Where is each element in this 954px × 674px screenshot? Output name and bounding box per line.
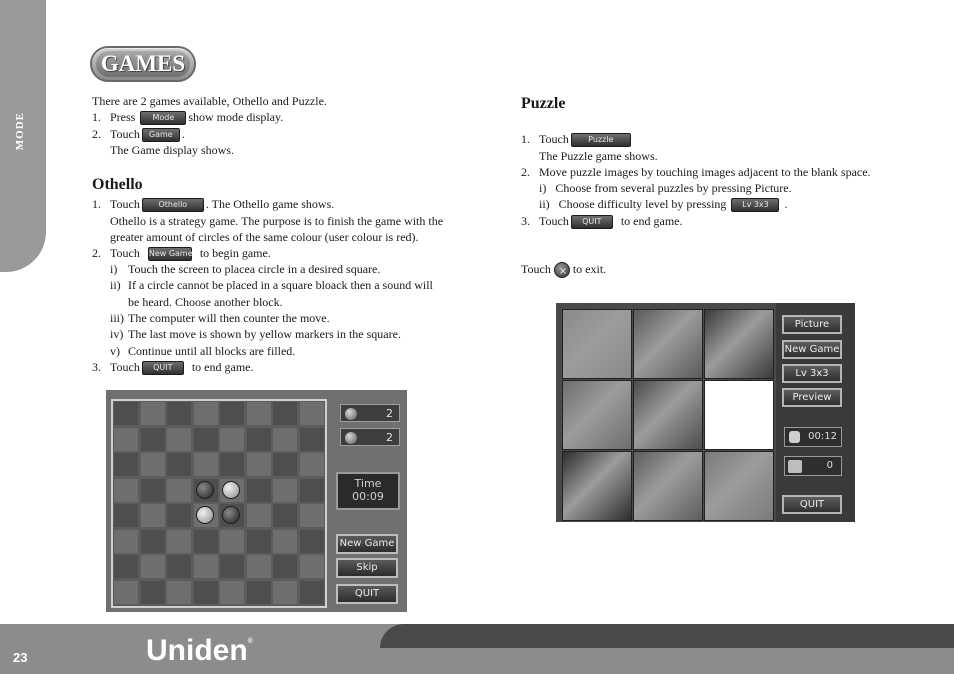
board-square[interactable] xyxy=(114,581,138,604)
level-key-icon: Lv 3x3 xyxy=(731,198,779,212)
side-tab xyxy=(0,0,46,272)
othello-side-panel xyxy=(332,390,407,612)
board-square[interactable] xyxy=(220,453,244,476)
player-score: 2 xyxy=(340,404,400,422)
board-square[interactable] xyxy=(194,402,218,425)
board-square[interactable] xyxy=(167,479,191,502)
board-square[interactable] xyxy=(114,402,138,425)
othello-list-item: iii) The computer will then counter the move. xyxy=(110,311,330,325)
board-square[interactable] xyxy=(141,402,165,425)
board-square[interactable] xyxy=(300,453,324,476)
board-square[interactable] xyxy=(194,453,218,476)
board-square[interactable] xyxy=(114,428,138,451)
board-square[interactable] xyxy=(273,581,297,604)
intro-text: There are 2 games available, Othello and Puzzle. xyxy=(92,94,327,108)
page-number: 23 xyxy=(13,650,28,665)
board-square[interactable] xyxy=(167,555,191,578)
preview-button[interactable]: Preview xyxy=(782,388,842,407)
puzzle-tile[interactable] xyxy=(633,451,703,521)
new-game-button[interactable]: New Game xyxy=(336,534,398,554)
board-square[interactable] xyxy=(141,581,165,604)
computer-score: 2 xyxy=(340,428,400,446)
puzzle-heading: Puzzle xyxy=(521,95,566,112)
board-square[interactable] xyxy=(247,555,271,578)
step-2: 2. Touch Game . xyxy=(92,127,185,141)
board-square[interactable] xyxy=(194,581,218,604)
new-game-key-icon: New Game xyxy=(148,247,192,261)
puzzle-tile[interactable] xyxy=(704,451,774,521)
puzzle-side-panel xyxy=(776,303,855,522)
board-square[interactable] xyxy=(141,504,165,527)
board-square[interactable] xyxy=(141,453,165,476)
board-square[interactable] xyxy=(114,453,138,476)
board-square[interactable] xyxy=(247,581,271,604)
exit-icon: × xyxy=(554,262,570,278)
board-square[interactable] xyxy=(114,479,138,502)
picture-button[interactable]: Picture xyxy=(782,315,842,334)
exit-instruction: Touch × to exit. xyxy=(521,262,607,278)
puzzle-step-2: 2. Move puzzle images by touching images adjacent to the blank space. xyxy=(521,165,871,179)
level-button[interactable]: Lv 3x3 xyxy=(782,364,842,383)
board-square[interactable] xyxy=(114,504,138,527)
board-square[interactable] xyxy=(194,530,218,553)
othello-desc-line-1: Othello is a strategy game. The purpose is to finish the game with the xyxy=(110,214,444,228)
move-counter: 0 xyxy=(784,456,842,476)
board-square[interactable] xyxy=(247,479,271,502)
puzzle-tile[interactable] xyxy=(704,309,774,379)
computer-disc-icon xyxy=(345,432,357,444)
player-disc-icon xyxy=(345,408,357,420)
board-square[interactable] xyxy=(194,428,218,451)
othello-screenshot xyxy=(106,390,407,612)
othello-disc xyxy=(222,506,240,524)
timer-icon xyxy=(789,431,800,443)
puzzle-screenshot xyxy=(556,303,855,522)
quit-button[interactable]: QUIT xyxy=(336,584,398,604)
board-square[interactable] xyxy=(273,530,297,553)
footer-accent xyxy=(380,624,954,648)
puzzle-tile[interactable] xyxy=(562,380,632,450)
skip-button[interactable]: Skip xyxy=(336,558,398,578)
board-square[interactable] xyxy=(167,581,191,604)
board-square[interactable] xyxy=(114,555,138,578)
puzzle-tile[interactable] xyxy=(633,309,703,379)
board-square[interactable] xyxy=(273,402,297,425)
othello-board xyxy=(111,399,327,608)
puzzle-tile[interactable] xyxy=(562,451,632,521)
moves-icon xyxy=(788,460,802,473)
puzzle-tile[interactable] xyxy=(633,380,703,450)
timer-display: 00:12 xyxy=(784,427,842,447)
board-square[interactable] xyxy=(167,428,191,451)
board-square[interactable] xyxy=(141,479,165,502)
quit-key-icon: QUIT xyxy=(142,361,184,375)
othello-list-item: ii) If a circle cannot be placed in a square bloack then a sound will xyxy=(110,278,433,292)
puzzle-step-2-i: i) Choose from several puzzles by pressing Picture. xyxy=(539,181,792,195)
othello-step-1: 1. Touch Othello . The Othello game shows. xyxy=(92,197,335,211)
board-square[interactable] xyxy=(141,530,165,553)
board-square[interactable] xyxy=(300,581,324,604)
board-square[interactable] xyxy=(247,402,271,425)
board-square[interactable] xyxy=(220,581,244,604)
board-square[interactable] xyxy=(167,530,191,553)
board-square[interactable] xyxy=(300,555,324,578)
puzzle-step-2-ii: ii) Choose difficulty level by pressing Lv 3x3 . xyxy=(539,197,788,211)
board-square[interactable] xyxy=(141,555,165,578)
board-square[interactable] xyxy=(167,453,191,476)
board-square[interactable] xyxy=(300,530,324,553)
othello-desc-line-2: greater amount of circles of the same colour (user colour is red). xyxy=(110,230,419,244)
othello-list-item: be heard. Choose another block. xyxy=(128,295,283,309)
step-2-sub: The Game display shows. xyxy=(110,143,234,157)
othello-step-2: 2. Touch New Game to begin game. xyxy=(92,246,271,260)
board-square[interactable] xyxy=(247,428,271,451)
othello-list-item: i) Touch the screen to placea circle in a desired square. xyxy=(110,262,381,276)
time-display: Time 00:09 xyxy=(336,472,400,510)
othello-list-item: v) Continue until all blocks are filled. xyxy=(110,344,296,358)
puzzle-tile[interactable] xyxy=(562,309,632,379)
puzzle-step-1: 1. Touch Puzzle xyxy=(521,131,633,147)
board-square[interactable] xyxy=(220,555,244,578)
board-square[interactable] xyxy=(273,479,297,502)
othello-disc xyxy=(196,506,214,524)
board-square[interactable] xyxy=(247,504,271,527)
board-square[interactable] xyxy=(300,479,324,502)
mode-key-icon: Mode xyxy=(140,111,186,125)
board-square[interactable] xyxy=(220,402,244,425)
board-square[interactable] xyxy=(167,504,191,527)
section-title-badge xyxy=(90,46,196,82)
othello-heading: Othello xyxy=(92,176,143,193)
quit-button[interactable]: QUIT xyxy=(782,495,842,514)
puzzle-key-icon: Puzzle xyxy=(571,133,631,147)
board-square[interactable] xyxy=(220,428,244,451)
new-game-button[interactable]: New Game xyxy=(782,340,842,359)
board-square[interactable] xyxy=(141,428,165,451)
game-key-icon: Game xyxy=(142,128,180,142)
page-title: GAMES xyxy=(100,51,186,76)
board-square[interactable] xyxy=(273,453,297,476)
board-square[interactable] xyxy=(220,530,244,553)
step-1: 1. Press Mode show mode display. xyxy=(92,110,284,124)
board-square[interactable] xyxy=(300,402,324,425)
brand-logo: Uniden® xyxy=(146,634,253,667)
board-square[interactable] xyxy=(300,504,324,527)
board-square[interactable] xyxy=(300,428,324,451)
board-square[interactable] xyxy=(247,453,271,476)
puzzle-step-1-sub: The Puzzle game shows. xyxy=(539,149,658,163)
board-square[interactable] xyxy=(273,555,297,578)
board-square[interactable] xyxy=(114,530,138,553)
othello-key-icon: Othello xyxy=(142,198,204,212)
othello-list-item: iv) The last move is shown by yellow markers in the square. xyxy=(110,327,401,341)
othello-disc xyxy=(222,481,240,499)
side-tab-label: MODE xyxy=(14,112,26,151)
othello-step-3: 3. Touch QUIT to end game. xyxy=(92,360,254,374)
board-square[interactable] xyxy=(273,504,297,527)
blank-tile[interactable] xyxy=(704,380,774,450)
board-square[interactable] xyxy=(194,555,218,578)
board-square[interactable] xyxy=(167,402,191,425)
board-square[interactable] xyxy=(273,428,297,451)
board-square[interactable] xyxy=(247,530,271,553)
othello-disc xyxy=(196,481,214,499)
quit-key-icon: QUIT xyxy=(571,215,613,229)
puzzle-step-3: 3. Touch QUIT to end game. xyxy=(521,214,683,228)
